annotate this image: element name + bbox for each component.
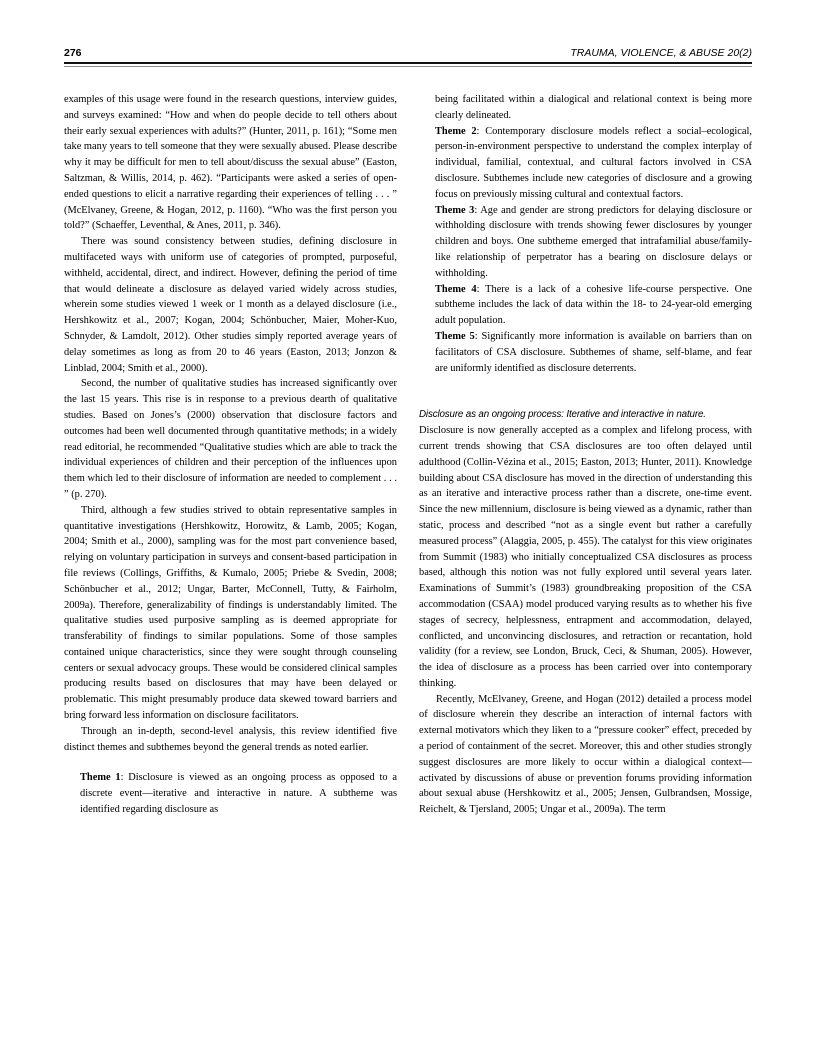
theme-item: [435, 124, 752, 203]
paragraph: Disclosure is now generally accepted as a complex and lifelong process, with current trends showing that CSA disclosures are too often delayed until adulthood (Collin-Vézina et al., 2015; Easton, 2013; Hunter, 2011). Knowledge building about CSA disclosure has moved in the direction of understanding this as an iterative and interactive process rather than a discrete, one-time event. Since the new millennium, disclosure is being viewed as a dynamic, rather than static, process and described “not as a single event but rather a carefully measured process” (Alaggia, 2005, p. 455). The catalyst for this view originates from Summit (1983) who initially conceptualized CSA disclosures as process based, although this notion was not fully explored until several years later. Examinations of Summit’s (1983) groundbreaking proposition of the CSA accommodation (CSAA) model produced varying results as to whether his five stages of secrecy, helplessness, entrapment and accommodation, delayed, conflicted, and unconvincing disclosures, and retraction or recantation, hold validity (for a review, see London, Bruck, Ceci, & Shuman, 2005). However, the idea of disclosure as a process has been carried over into contemporary thinking.: [419, 425, 752, 689]
left-column: [64, 92, 397, 818]
theme-label: Theme 5: [435, 330, 475, 342]
paragraph: Third, although a few studies strived to obtain representative samples in quantitative investigations (Hershkowitz, Horowitz, & Lamb, 2005; Kogan, 2004; Smith et al., 2000), sampling was for the most part convenience based, relying on voluntary participation in surveys and consent-based participation in file reviews (Collings, Griffiths, & Kumalo, 2005; Priebe & Svedin, 2008; Schönbucher et al., 2012; Ungar, Barter, McConnell, Tutty, & Fairholm, 2009a). Therefore, generalizability of findings is understandably limited. The qualitative studies used purposive sampling as is deemed appropriate for transferability of findings to similar populations. Some of those samples contained unique characteristics, since they were sought through counseling centers or sexual advocacy groups. These would be considered clinical samples producing results based on disclosures that may have been delayed or problematic. This might presumably produce data skewed toward barriers and bring forward less information on disclosure facilitators.: [64, 504, 397, 722]
running-head: [64, 47, 752, 59]
paragraph: examples of this usage were found in the research questions, interview guides, and surveys examined: “How and when do people decide to tell others about their early sexual experiences with adults?” (Hunter, 2011, p. 161); “Some men take many years to tell someone that they were sexually abused. Please describe why it may be difficult for men to tell about/discuss the sexual abuse” (Easton, Saltzman, & Willis, 2014, p. 462). “Participants were asked a series of open-ended questions to elicit a narrative regarding their experiences of telling . . . ” (McElvaney, Greene, & Hogan, 2012, p. 1160). “Who was the first person you told?” (Schaeffer, Leventhal, & Anes, 2011, p. 346).: [64, 94, 397, 232]
theme-label: Theme 3: [435, 204, 475, 216]
journal-title: TRAUMA, VIOLENCE, & ABUSE 20(2): [570, 47, 752, 59]
subsection-heading: Disclosure as an ongoing process: Iterative and interactive in nature.: [419, 409, 706, 421]
page-number: 276: [64, 47, 82, 59]
theme-item: [435, 329, 752, 376]
paragraph: There was sound consistency between studies, defining disclosure in multifaceted ways with uniform use of categories of prompted, purposeful, withheld, accidental, direct, and indirect. However, defining the period of time that would delineate a disclosure as delayed varied widely across studies, wherein some studies viewed 1 week or 1 month as a delayed disclosure (i.e., Hershkowitz et al., 2007; Kogan, 2004; Schönbucher, Maier, Moher-Kuo, Schnyder, & Lamdolt, 2012). Other studies simply reported average years of delay sometimes as long as from 20 to 46 years (Easton, 2013; Jonzon & Linblad, 2004; Smith et al., 2000).: [64, 236, 397, 374]
right-column: [419, 92, 752, 818]
paragraph: Recently, McElvaney, Greene, and Hogan (2012) detailed a process model of disclosure wherein they describe an interaction of internal factors with external motivators which they liken to a “pressure cooker” effect, preceded by a period of containment of the secret. Moreover, this and other studies strongly suggest disclosures are more likely to occur within a dialogical context—activated by discussions of abuse or prevention forums providing information about sexual abuse (Hershkowitz et al., 2005; Jensen, Gulbrandsen, Mossige, Reichelt, & Tjersland, 2005; Ungar et al., 2009a). The term: [419, 693, 752, 816]
theme-item: [435, 203, 752, 282]
theme-text: : Disclosure is viewed as an ongoing process as opposed to a discrete event—iterative and interactive in nature. A subtheme was identified regarding disclosure as: [80, 772, 397, 816]
header-rule: [64, 62, 752, 67]
theme-list: [80, 770, 397, 817]
theme-text: : There is a lack of a cohesive life-course perspective. One subtheme includes the lack of data within the 18- to 24-year-old emerging adult population.: [435, 283, 752, 327]
theme-item: [435, 282, 752, 329]
theme-list: [435, 92, 752, 376]
two-column-body: [64, 92, 752, 818]
theme-text: : Significantly more information is available on barriers than on facilitators of CSA disclosure. Subthemes of shame, self-blame, and fear are uniformly identified as disclosure deterrents.: [435, 330, 752, 374]
paragraph: Through an in-depth, second-level analysis, this review identified five distinct themes and subthemes beyond the general trends as noted earlier.: [64, 725, 397, 753]
paragraph: Second, the number of qualitative studies has increased significantly over the last 15 years. This rise is in response to a previous dearth of qualitative studies. Based on Jones’s (2000) observation that disclosure factors and outcomes had been well documented through quantitative methods; in a widely read editorial, he recommended “Qualitative studies which are able to track the individual experiences of children and their perception of the influences upon them which led to their disclosure of information are needed to complement . . . ” (p. 270).: [64, 378, 397, 500]
theme-item: [80, 770, 397, 817]
theme-text: : Age and gender are strong predictors for delaying disclosure or withholding disclosure with trends showing fewer disclosures by younger children and boys. One subtheme emerged that intrafamilial abuse/family-like relationship of perpetrator has a bearing on disclosure delays or withholding.: [435, 204, 752, 279]
theme-label: Theme 4: [435, 283, 477, 295]
theme-continuation: being facilitated within a dialogical and relational context is being more clearly delineated.: [435, 94, 752, 121]
theme-label: Theme 2: [435, 125, 477, 137]
theme-text: : Contemporary disclosure models reflect a social–ecological, person-in-environment perspective to understand the complex interplay of individual, familial, contextual, and cultural factors involved in CSA disclosure. Subthemes include new categories of disclosure and a growing focus on previously missing cultural and contextual factors.: [435, 125, 752, 200]
theme-label: Theme 1: [80, 772, 121, 784]
